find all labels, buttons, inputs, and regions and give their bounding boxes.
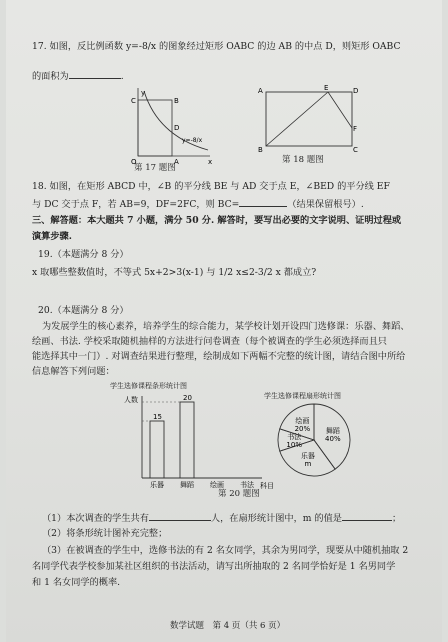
q19-line1: x 取哪些整数值时，不等式 5x+2>3(x-1) 与 1/2 x≤2-3/2 x 都成立? [32,267,317,278]
pie-slice-label-2: 10% [286,441,302,449]
q18-answer-blank [239,196,287,207]
q20-sub1c: ； [392,513,402,524]
pie-slice-label-0: 40% [325,434,341,443]
q18-line-EF [328,92,352,128]
pie-slice-label-1: m [304,459,312,468]
pie-slice-name-2: 书法 [287,433,302,441]
bar-xlabel: 科目 [260,482,274,490]
page-footer: 数学试题 第 4 页（共 6 页） [170,621,286,631]
q20-sub2: （2）将条形统计图补充完整； [42,528,168,539]
q18-line2b: （结果保留根号）. [287,199,364,210]
bar-0 [150,421,164,478]
pie-chart [272,400,362,480]
q18-label-B: B [258,146,263,154]
q18-label-D: D [353,87,359,95]
q18-line2a: 与 DC 交于点 F，若 AB=9，DF=2FC，则 BC= [32,199,240,210]
q17-line1: 17. 如图，反比例函数 y=-8/x 的图象经过矩形 OABC 的边 AB 的中点 D，则矩形 OABC [32,41,401,52]
q17-label-O: O [131,158,137,166]
q17-label-D: D [174,124,180,132]
q17-answer-blank [69,68,121,79]
pie-slice-name-3: 绘画 [295,416,310,425]
pie-slice-label-3: 20% [294,424,311,433]
q18-figure [256,84,360,154]
q17-label-B: B [174,97,179,105]
exam-page [6,0,442,642]
q17-label-A: A [174,158,179,166]
q20-blank-total [149,510,211,521]
q18-line1: 18. 如图，在矩形 ABCD 中，∠B 的平分线 BE 与 AD 交于点 E，∠BED 的平分线 EF [32,181,390,192]
q18-rectangle [266,92,352,146]
bar-category-label-3: 书法 [240,481,254,489]
bar-1 [180,402,194,478]
q17-label-C: C [131,97,136,105]
q19-header: 19.（本题满分 8 分） [38,249,129,260]
q20-sub3-line2: 名同学代表学校参加某社区组织的书法活动，请写出所抽取的 2 名同学恰好是 1 名男同学 [32,561,396,572]
q20-para-line3: 能选择其中一门）. 对调查结果进行整理，绘制成如下两幅不完整的统计图，请结合图中所给 [32,351,406,362]
q17-line2: 的面积为 . [32,68,124,83]
q20-para-line1: 为发展学生的核心素养，培养学生的综合能力，某学校计划开设四门选修课：乐器、舞蹈、 [42,321,410,332]
q18-label-F: F [353,125,358,133]
q18-label-C: C [353,146,358,154]
bar-ylabel: 人数 [124,396,138,404]
bar-category-label-0: 乐器 [150,481,164,489]
q17-label-x: x [208,158,213,166]
q18-line2 [32,196,364,211]
q20-para-line2: 绘画、书法. 学校采取随机抽样的方法进行问卷调查（每个被调查的学生必须选择而且只 [32,336,387,347]
q20-header: 20.（本题满分 8 分） [38,305,129,316]
q17-figure [118,86,214,168]
bar-category-label-2: 绘画 [210,481,224,489]
q17-label-y: y [141,89,146,97]
q20-sub1 [42,510,401,525]
bar-value-label-0: 15 [153,413,162,421]
pie-chart-title: 学生选修课程扇形统计图 [264,392,341,400]
q18-label-E: E [324,84,329,92]
q17-function-label: y=-8/x [182,137,203,144]
q17-fig-caption: 第 17 题图 [134,163,176,173]
q20-para-line4: 信息解答下列问题： [32,366,115,377]
q20-sub1a: （1）本次调查的学生共有 [42,513,149,524]
q20-sub3-line1: （3）在被调查的学生中，选修书法的有 2 名女同学，其余为男同学，现要从中随机抽取 2 [42,545,409,556]
bar-value-label-1: 20 [183,394,192,402]
q20-sub1b: 人，在扇形统计图中，m 的值是 [210,513,342,524]
pie-slice-name-1: 乐器 [300,451,315,460]
pie-slice-name-0: 舞蹈 [325,426,340,435]
q18-fig-caption: 第 18 题图 [282,155,324,165]
bar-category-label-1: 舞蹈 [180,481,194,489]
bar-chart-title: 学生选修课程条形统计图 [110,382,187,390]
q20-fig-caption: 第 20 题图 [218,489,260,499]
bar-chart [112,392,278,490]
q20-blank-m [342,510,392,521]
q18-line-BE [266,92,328,146]
q18-label-A: A [258,87,263,95]
section3-line1: 三、解答题：本大题共 7 小题，满分 50 分. 解答时，要写出必要的文字说明、证明过程或 [32,215,402,226]
q20-sub3-line3: 和 1 名女同学的概率. [32,577,121,588]
q17-line2-text: 的面积为 [32,71,69,82]
section3-line2: 演算步骤. [32,231,72,242]
